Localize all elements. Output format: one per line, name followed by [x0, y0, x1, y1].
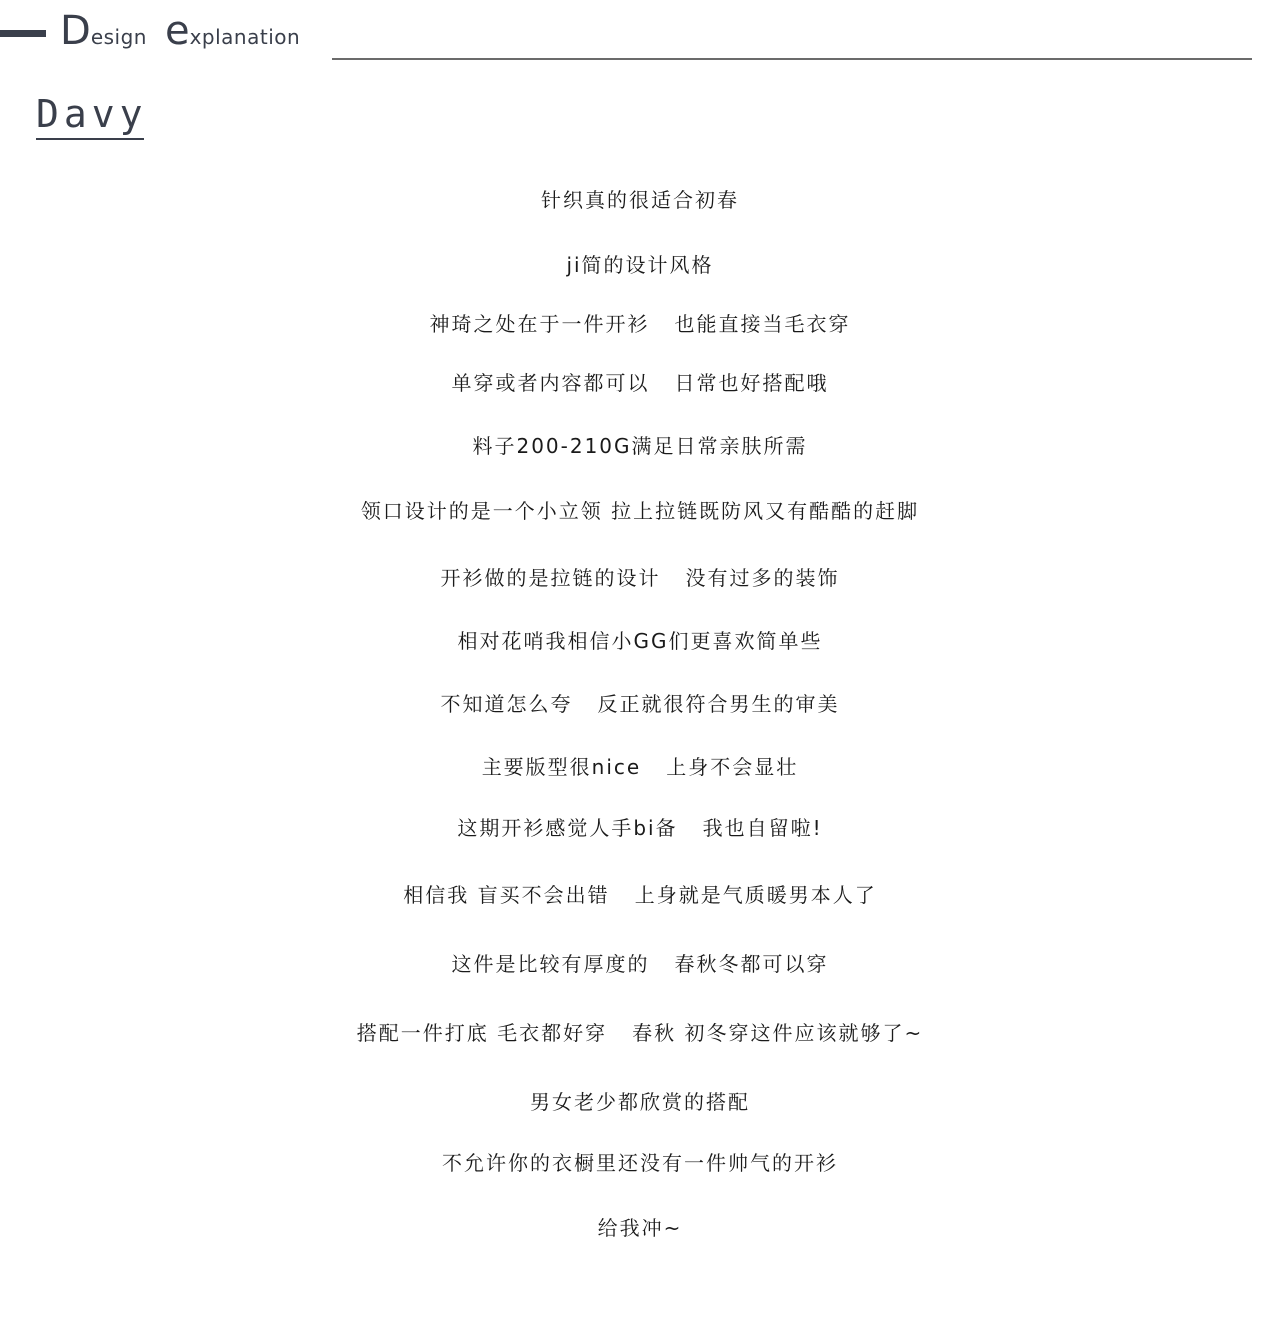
header-divider — [332, 58, 1252, 60]
text-line-16: 不允许你的衣橱里还没有一件帅气的开衫 — [442, 1151, 838, 1175]
header-title — [60, 8, 300, 54]
text-line-14: 搭配一件打底 毛衣都好穿 春秋 初冬穿这件应该就够了~ — [356, 1021, 924, 1045]
header-accent-bar — [0, 30, 46, 37]
text-line-3: 神琦之处在于一件开衫 也能直接当毛衣穿 — [429, 312, 851, 336]
text-line-15: 男女老少都欣赏的搭配 — [530, 1090, 750, 1114]
text-line-13: 这件是比较有厚度的 春秋冬都可以穿 — [451, 952, 829, 976]
header-title-xplanation: xplanation — [189, 25, 301, 49]
header-title-initial-d: D — [60, 8, 91, 54]
text-line-6: 领口设计的是一个小立领 拉上拉链既防风又有酷酷的赶脚 — [360, 499, 920, 523]
page-header — [0, 0, 1280, 70]
text-line-1: 针织真的很适合初春 — [541, 188, 739, 212]
text-line-12: 相信我 盲买不会出错 上身就是气质暖男本人了 — [403, 883, 877, 907]
header-title-initial-e: e — [164, 8, 190, 54]
text-line-5: 料子200-210G满足日常亲肤所需 — [472, 434, 808, 458]
text-line-17: 给我冲~ — [597, 1216, 683, 1240]
text-line-4: 单穿或者内容都可以 日常也好搭配哦 — [451, 371, 829, 395]
text-line-8: 相对花哨我相信小GG们更喜欢简单些 — [457, 629, 823, 653]
text-line-11: 这期开衫感觉人手bi备 我也自留啦! — [457, 816, 823, 840]
author-name: Davy — [36, 92, 144, 140]
header-title-esign: esign — [90, 25, 147, 49]
text-line-9: 不知道怎么夸 反正就很符合男生的审美 — [440, 692, 840, 716]
text-line-10: 主要版型很nice 上身不会显壮 — [481, 755, 799, 779]
text-line-2: ji简的设计风格 — [566, 253, 714, 277]
text-line-7: 开衫做的是拉链的设计 没有过多的装饰 — [440, 566, 840, 590]
